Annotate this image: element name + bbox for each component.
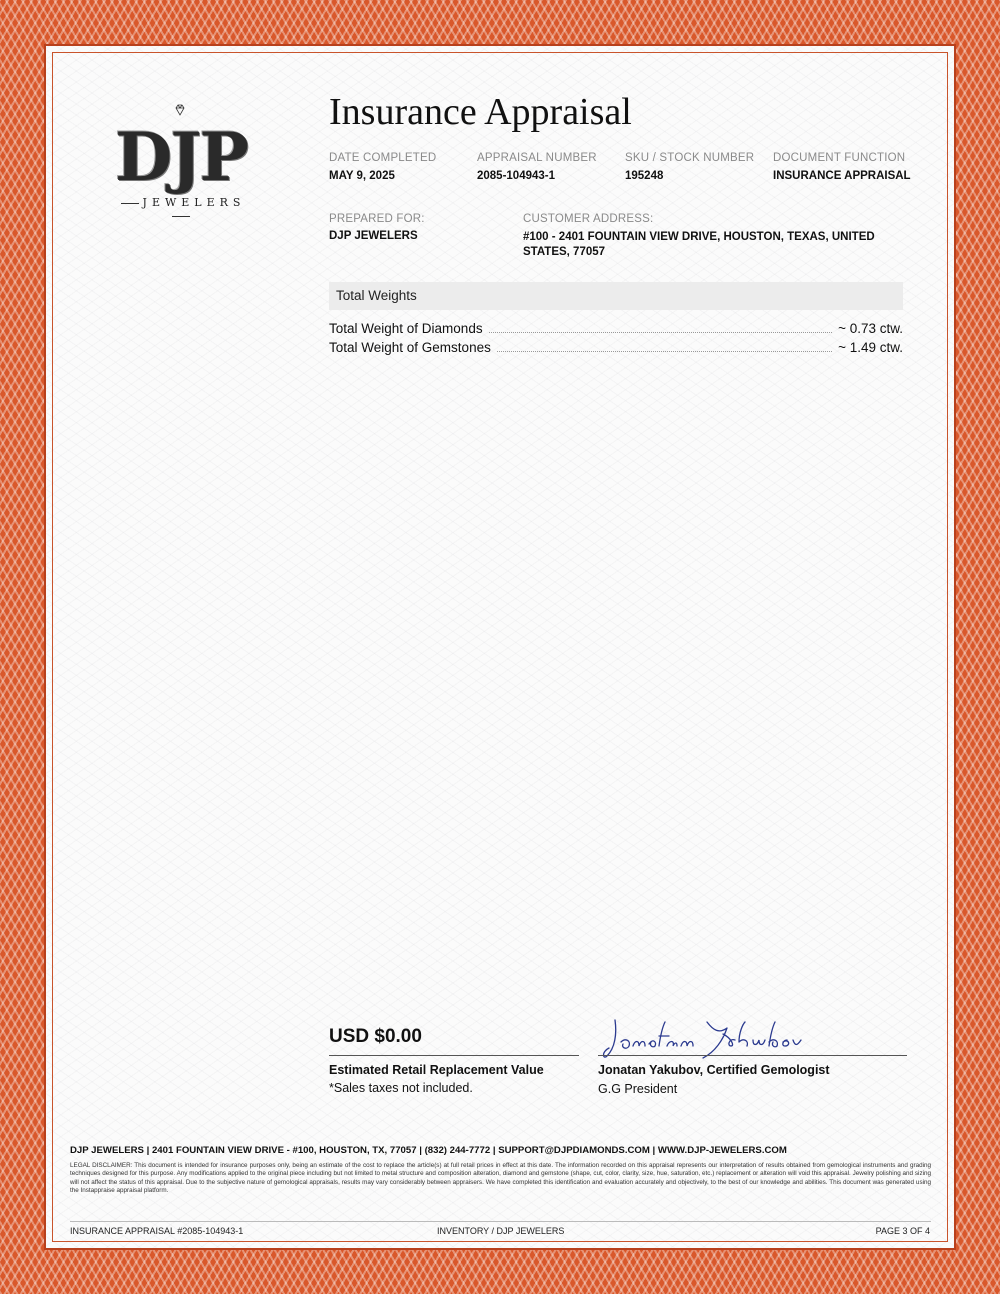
- page-title: Insurance Appraisal: [329, 91, 632, 133]
- weight-value: ~ 1.49 ctw.: [838, 340, 903, 355]
- date-completed-label: DATE COMPLETED: [329, 152, 437, 164]
- prepared-for-label: PREPARED FOR:: [329, 213, 425, 225]
- customer-address-value: #100 - 2401 FOUNTAIN VIEW DRIVE, HOUSTON, TEXAS, UNITED STATES, 77057: [523, 231, 875, 258]
- replacement-value-label: Estimated Retail Replacement Value: [329, 1063, 544, 1077]
- footer-divider: [70, 1221, 931, 1222]
- prepared-for-value: DJP JEWELERS: [329, 230, 418, 242]
- footer-appraisal-ref: INSURANCE APPRAISAL #2085-104943-1: [70, 1226, 244, 1236]
- footer-contact: DJP JEWELERS | 2401 FOUNTAIN VIEW DRIVE - #100, HOUSTON, TX, 77057 | (832) 244-7772 | SUPPORT@DJPDIAMONDS.COM | WWW.DJP-JEWELERS.COM: [70, 1145, 787, 1156]
- logo-letters: DJP: [114, 118, 248, 196]
- total-weights-heading: Total Weights: [329, 282, 903, 310]
- appraisal-number-label: APPRAISAL NUMBER: [477, 152, 597, 164]
- appraisal-number-value: 2085-104943-1: [477, 170, 556, 182]
- logo-subtext: JEWELERS: [106, 196, 256, 222]
- page-number: PAGE 3 OF 4: [875, 1226, 930, 1236]
- date-completed-value: MAY 9, 2025: [329, 170, 395, 182]
- djp-logo: [106, 106, 256, 210]
- customer-address-label: CUSTOMER ADDRESS:: [523, 213, 654, 225]
- sku-label: SKU / STOCK NUMBER: [625, 152, 755, 164]
- document-function-label: DOCUMENT FUNCTION: [773, 152, 906, 164]
- footer-inventory: INVENTORY / DJP JEWELERS: [437, 1226, 565, 1236]
- signer-title: G.G President: [598, 1082, 678, 1096]
- weight-label: Total Weight of Diamonds: [329, 321, 483, 336]
- diamond-icon: [174, 104, 186, 116]
- signer-name: Jonatan Yakubov, Certified Gemologist: [598, 1063, 830, 1077]
- value-divider: [329, 1055, 579, 1056]
- weight-row-gemstones: [329, 339, 903, 358]
- dot-leader: [489, 320, 833, 333]
- sku-value: 195248: [625, 170, 664, 182]
- replacement-value: USD $0.00: [329, 1026, 422, 1047]
- signature-line: [598, 1055, 907, 1056]
- weight-label: Total Weight of Gemstones: [329, 340, 491, 355]
- tax-note: *Sales taxes not included.: [329, 1081, 473, 1095]
- weight-value: ~ 0.73 ctw.: [838, 321, 903, 336]
- document-function-value: INSURANCE APPRAISAL: [773, 170, 911, 182]
- dot-leader: [497, 339, 832, 352]
- legal-disclaimer: LEGAL DISCLAIMER: This document is intended for insurance purposes only, being an estimate of the cost to replace the article(s) at full retail prices in effect at this date. The information recorded on this appraisal represents our interpretation of results obtained from gemological instruments and grading techniques designed for this purpose. Any modifications applied to the original piece including but not limited to metal structure and composition alteration, diamond and gemstone (shape, cut, color, clarity, size, hue, saturation, etc.) replacement or alteration will void this appraisal. Jewelry polishing and sizing will not affect the status of this appraisal. Due to the subjective nature of gemological appraisals, results may vary considerably between appraisers. We have completed this identification and evaluation accurately and objectively, to the best of our knowledge and abilities. This document was generated using the Instappraise appraisal platform.: [70, 1162, 931, 1194]
- weight-row-diamonds: [329, 320, 903, 339]
